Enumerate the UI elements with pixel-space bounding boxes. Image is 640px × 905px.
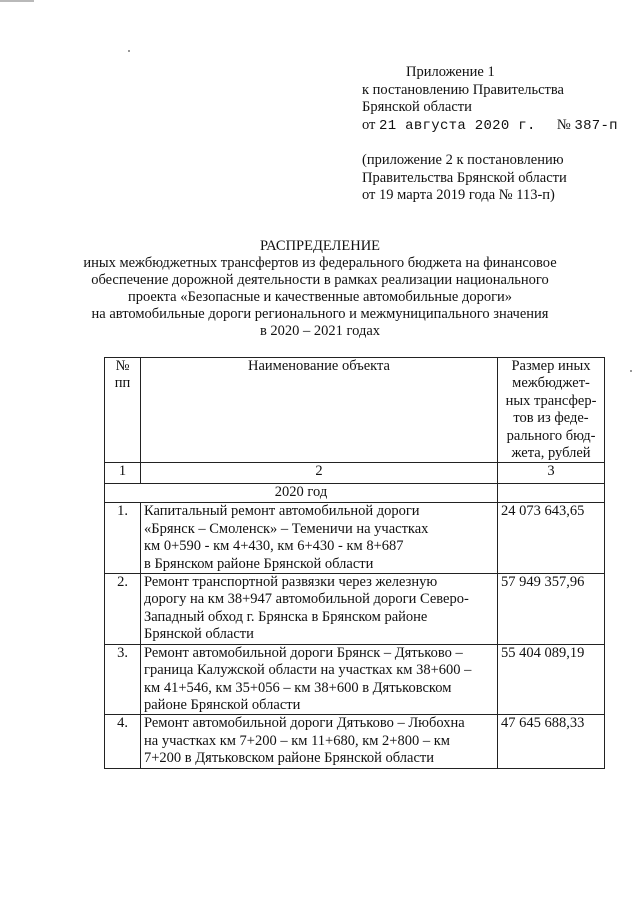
object-name-line: км 0+590 - км 4+430, км 6+430 - км 8+687 bbox=[144, 538, 404, 555]
header-transfer-size bbox=[498, 358, 605, 463]
heading-title: РАСПРЕДЕЛЕНИЕ bbox=[259, 238, 381, 254]
object-name-line: Ремонт автомобильной дороги Брянск – Дятьково – bbox=[144, 644, 463, 661]
header-number-sign: № bbox=[115, 358, 130, 374]
header-number bbox=[105, 358, 141, 463]
object-name-line: Капитальный ремонт автомобильной дороги bbox=[144, 503, 420, 520]
transfer-amount: 55 404 089,19 bbox=[498, 644, 605, 715]
year-group-empty-cell bbox=[498, 484, 605, 503]
table-header-row bbox=[105, 358, 605, 463]
decree-number: 387-п bbox=[574, 117, 618, 134]
heading-line: проекта «Безопасные и качественные автомобильные дороги» bbox=[127, 289, 513, 305]
column-index: 3 bbox=[498, 463, 605, 484]
appendix-date-number bbox=[362, 117, 618, 136]
header-number-abbr: пп bbox=[114, 375, 131, 392]
header-size-line: межбюджет- bbox=[512, 375, 590, 392]
row-number: 2. bbox=[105, 574, 141, 645]
object-name-line: районе Брянской области bbox=[144, 696, 301, 713]
appendix-decree: к постановлению Правительства bbox=[362, 81, 564, 98]
header-size-line: тов из феде- bbox=[513, 410, 589, 427]
scan-edge-mark bbox=[0, 0, 34, 2]
heading-line: в 2020 – 2021 годах bbox=[259, 323, 381, 339]
date-prefix: от bbox=[362, 116, 376, 133]
heading-line: обеспечение дорожной деятельности в рамках реализации национального bbox=[91, 272, 549, 288]
row-number: 1. bbox=[105, 503, 141, 574]
row-number: 3. bbox=[105, 644, 141, 715]
transfer-amount: 57 949 357,96 bbox=[498, 574, 605, 645]
object-name-line: Западный обход г. Брянска в Брянском районе bbox=[144, 608, 428, 625]
heading-line: иных межбюджетных трансфертов из федерального бюджета на финансовое bbox=[83, 255, 557, 271]
header-size-line: Размер иных bbox=[511, 358, 591, 374]
object-name-line: в Брянском районе Брянской области bbox=[144, 555, 374, 572]
appendix-region: Брянской области bbox=[362, 99, 472, 116]
object-name-line: Брянской области bbox=[144, 626, 254, 643]
table-row bbox=[105, 574, 605, 645]
number-prefix: № bbox=[556, 116, 571, 133]
document-heading bbox=[60, 238, 580, 340]
object-name bbox=[141, 574, 498, 645]
object-name bbox=[141, 503, 498, 574]
column-index-row bbox=[105, 463, 605, 484]
previous-appendix-line: от 19 марта 2019 года № 113-п) bbox=[362, 187, 555, 204]
object-name-line: Ремонт транспортной развязки через железную bbox=[144, 574, 438, 591]
table-row bbox=[105, 503, 605, 574]
scan-speck bbox=[128, 50, 130, 52]
year-group-label: 2020 год bbox=[105, 484, 498, 503]
header-size-line: жета, рублей bbox=[511, 445, 591, 462]
heading-line: на автомобильные дороги регионального и межмуниципального значения bbox=[91, 306, 549, 322]
object-name-line: Ремонт автомобильной дороги Дятьково – Любохна bbox=[144, 715, 465, 732]
column-index: 2 bbox=[141, 463, 498, 484]
appendix-title: Приложение 1 bbox=[406, 64, 495, 80]
header-size-line: ных трансфер- bbox=[505, 392, 597, 409]
row-number: 4. bbox=[105, 715, 141, 768]
column-index: 1 bbox=[105, 463, 141, 484]
distribution-table bbox=[104, 357, 605, 769]
header-size-line: рального бюд- bbox=[506, 427, 596, 444]
object-name-line: граница Калужской области на участках км 38+600 – bbox=[144, 662, 472, 679]
year-group-row bbox=[105, 484, 605, 503]
object-name-line: дорогу на км 38+947 автомобильной дороги Северо- bbox=[144, 591, 469, 608]
object-name-line: на участках км 7+200 – км 11+680, км 2+800 – км bbox=[144, 732, 450, 749]
transfer-amount: 47 645 688,33 bbox=[498, 715, 605, 768]
table-row bbox=[105, 715, 605, 768]
object-name-line: «Брянск – Смоленск» – Теменичи на участках bbox=[144, 520, 429, 537]
transfer-amount: 24 073 643,65 bbox=[498, 503, 605, 574]
object-name-line: 7+200 в Дятьковском районе Брянской области bbox=[144, 750, 434, 767]
header-object-name: Наименование объекта bbox=[141, 358, 498, 463]
previous-appendix-line: (приложение 2 к постановлению bbox=[362, 152, 564, 168]
object-name-line: км 41+546, км 35+056 – км 38+600 в Дятьковском bbox=[144, 679, 452, 696]
appendix-block bbox=[362, 64, 618, 135]
object-name bbox=[141, 715, 498, 768]
scan-speck bbox=[630, 370, 632, 372]
previous-appendix-line: Правительства Брянской области bbox=[362, 169, 567, 186]
object-name bbox=[141, 644, 498, 715]
previous-appendix-note bbox=[362, 152, 567, 205]
table-row bbox=[105, 644, 605, 715]
decree-date: 21 августа 2020 г. bbox=[379, 117, 536, 134]
